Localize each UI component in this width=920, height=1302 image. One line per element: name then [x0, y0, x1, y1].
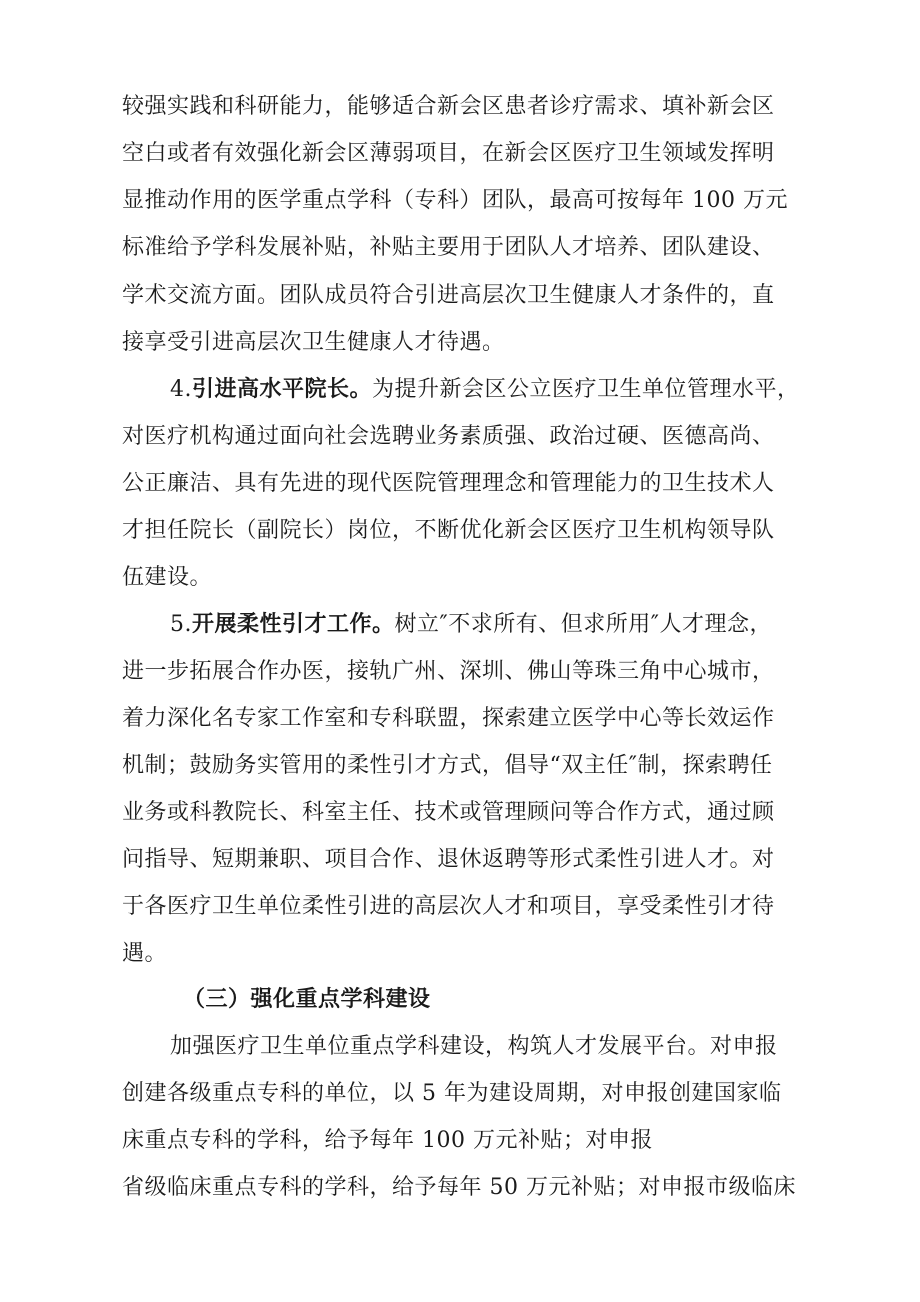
paragraph-line: 显推动作用的医学重点学科（专科）团队，最高可按每年 100 万元: [122, 188, 788, 213]
item-5-number: 5.: [170, 612, 192, 637]
item-5-first-line: [170, 610, 860, 640]
paragraph-line: 省级临床重点专科的学科，给予每年 50 万元补贴；对申报市级临床: [122, 1175, 796, 1200]
paragraph-line: 业务或科教院长、科室主任、技术或管理顾问等合作方式，通过顾: [122, 800, 775, 825]
section-heading: （三）强化重点学科建设: [183, 987, 431, 1012]
paragraph-line: 进一步拓展合作办医，接轨广州、深圳、佛山等珠三角中心城市，: [122, 659, 775, 684]
paragraph-line: 问指导、短期兼职、项目合作、退休返聘等形式柔性引进人才。对: [122, 847, 775, 872]
paragraph-line: 对医疗机构通过面向社会选聘业务素质强、政治过硬、医德高尚、: [122, 424, 775, 449]
paragraph-line: 标准给予学科发展补贴，补贴主要用于团队人才培养、团队建设、: [122, 235, 775, 260]
item-4-first-line: [170, 375, 860, 405]
paragraph-line: 遇。: [122, 941, 168, 966]
paragraph-line: 着力深化名专家工作室和专科联盟，探索建立医学中心等长效运作: [122, 706, 775, 731]
paragraph-line: 接享受引进高层次卫生健康人才待遇。: [122, 330, 505, 355]
paragraph-line: 机制；鼓励务实管用的柔性引才方式，倡导“双主任″制，探索聘任: [122, 753, 773, 778]
item-5-title: 开展柔性引才工作。: [192, 612, 395, 637]
paragraph-line: 较强实践和科研能力，能够适合新会区患者诊疗需求、填补新会区: [122, 94, 775, 119]
paragraph-line: 创建各级重点专科的单位，以 5 年为建设周期，对申报创建国家临: [122, 1081, 782, 1106]
paragraph-line: 才担任院长（副院长）岗位，不断优化新会区医疗卫生机构领导队: [122, 518, 775, 543]
item-4-title: 引进高水平院长。: [192, 377, 373, 402]
paragraph-line: 伍建设。: [122, 565, 213, 590]
paragraph-line: 公正廉洁、具有先进的现代医院管理理念和管理能力的卫生技术人: [122, 471, 775, 496]
paragraph-line: 空白或者有效强化新会区薄弱项目，在新会区医疗卫生领域发挥明: [122, 141, 775, 166]
paragraph-line: 加强医疗卫生单位重点学科建设，构筑人才发展平台。对申报: [170, 1034, 778, 1059]
paragraph-line: 于各医疗卫生单位柔性引进的高层次人才和项目，享受柔性引才待: [122, 894, 775, 919]
item-4-text: 为提升新会区公立医疗卫生单位管理水平，: [372, 377, 800, 402]
paragraph-line: 床重点专科的学科，给予每年 100 万元补贴；对申报: [122, 1128, 653, 1153]
item-4-number: 4.: [170, 377, 192, 402]
paragraph-line: 学术交流方面。团队成员符合引进高层次卫生健康人才条件的，直: [122, 283, 775, 308]
item-5-text: 树立″不求所有、但求所用″人才理念，: [394, 612, 772, 637]
